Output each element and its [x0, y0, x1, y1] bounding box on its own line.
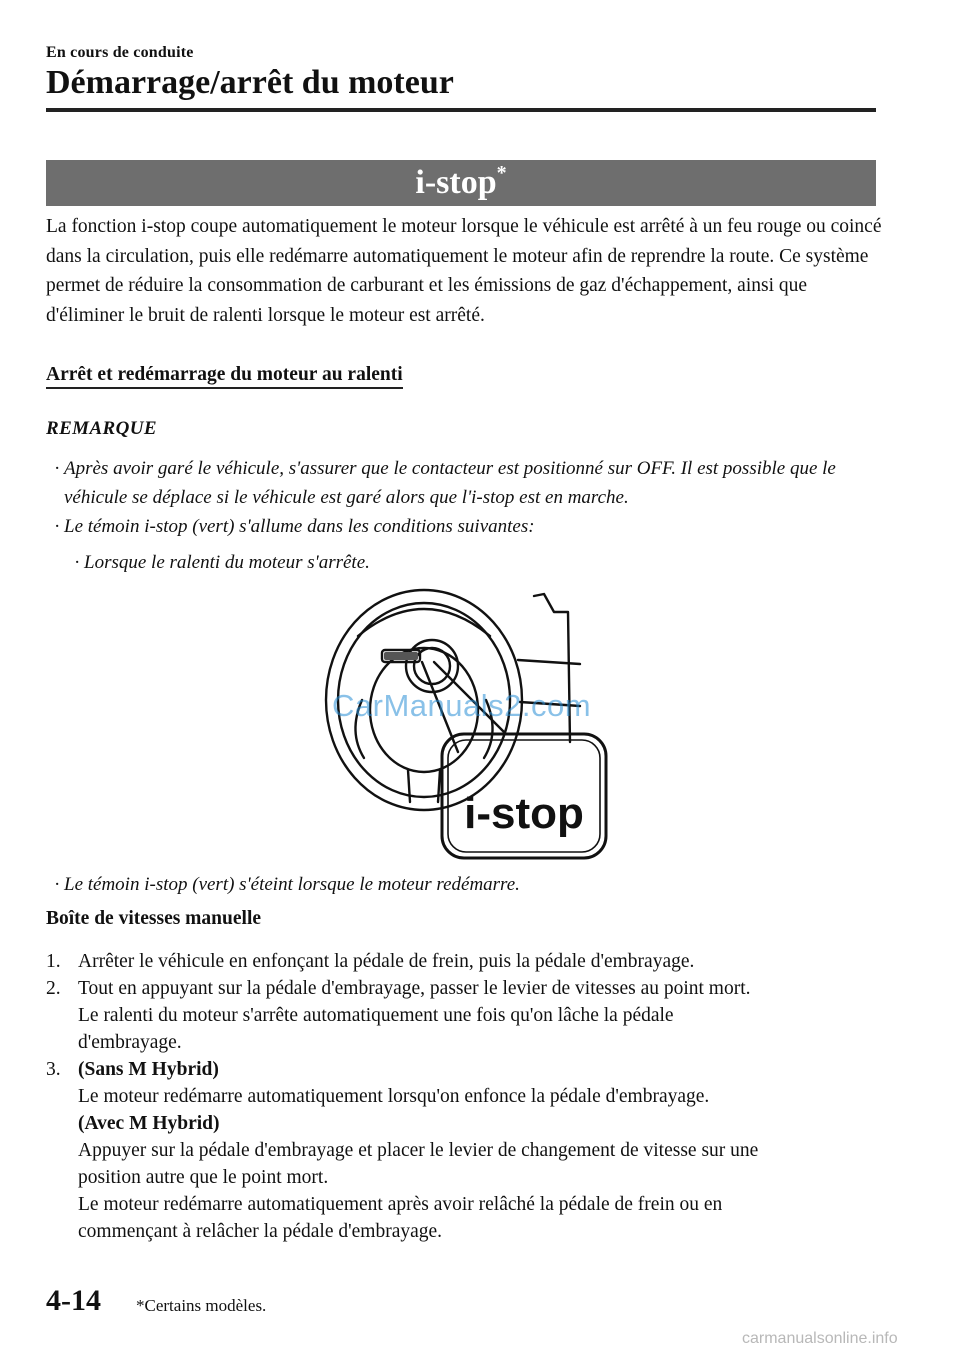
intro-paragraph: La fonction i-stop coupe automatiquement le moteur lorsque le véhicule est arrêté à un feu rouge ou coincé dans la circulation, puis elle redémarre automatiquement le moteur afin de reprendre la route. Ce système permet de réduire la consommation de carburant et les émissions de gaz d'échappement, ainsi que d'éliminer le bruit de ralenti lorsque le moteur est arrêté.	[46, 216, 882, 326]
istop-indicator-label: i-stop	[464, 789, 584, 838]
chapter-label: En cours de conduite	[46, 44, 194, 61]
note-item	[54, 454, 880, 512]
site-watermark: carmanualsonline.info	[742, 1330, 898, 1347]
bullet-icon: ·	[54, 874, 61, 895]
note-item	[54, 512, 880, 541]
title-rule	[46, 108, 876, 112]
page-number: 4-14	[46, 1284, 101, 1317]
step-text: position autre que le point mort.	[78, 1167, 329, 1188]
step-text: Arrêter le véhicule en enfonçant la pédale de frein, puis la pédale d'embrayage.	[78, 951, 695, 972]
step-item	[46, 975, 886, 1056]
section-title: i-stop	[415, 164, 497, 201]
note-text: Le témoin i-stop (vert) s'allume dans les conditions suivantes:	[64, 516, 535, 537]
step-item	[46, 1056, 886, 1245]
step-text: Le moteur redémarre automatiquement après avoir relâché la pédale de frein ou en	[78, 1194, 723, 1215]
note-subitem	[74, 548, 864, 577]
step-text: commençant à relâcher la pédale d'embrayage.	[78, 1221, 443, 1242]
bullet-icon: ·	[74, 552, 81, 573]
note-item	[54, 870, 880, 899]
manual-transmission-heading: Boîte de vitesses manuelle	[46, 908, 262, 929]
bullet-icon: ·	[54, 516, 61, 537]
step-number: 1.	[46, 951, 61, 972]
step-text: Tout en appuyant sur la pédale d'embrayage, passer le levier de vitesses au point mort.	[78, 978, 751, 999]
section-band	[46, 160, 876, 206]
step-item	[46, 948, 886, 975]
step-text: Appuyer sur la pédale d'embrayage et placer le levier de changement de vitesse sur une	[78, 1140, 759, 1161]
watermark: CarManuals2.com	[332, 688, 592, 723]
step-condition: (Sans M Hybrid)	[78, 1059, 219, 1080]
step-number: 2.	[46, 978, 61, 999]
step-number: 3.	[46, 1059, 61, 1080]
footnote: *Certains modèles.	[136, 1296, 267, 1315]
note-text: Après avoir garé le véhicule, s'assurer que le contacteur est positionné sur OFF. Il est possible que le véhicule se déplace si le véhicule est garé alors que l'i-stop est en marche.	[64, 458, 836, 508]
step-text: d'embrayage.	[78, 1032, 182, 1053]
steps-list	[46, 948, 886, 1245]
step-condition: (Avec M Hybrid)	[78, 1113, 220, 1134]
subheading: Arrêt et redémarrage du moteur au ralenti	[46, 364, 403, 389]
note-text: Le témoin i-stop (vert) s'éteint lorsque le moteur redémarre.	[64, 874, 520, 895]
section-marker: *	[496, 162, 507, 184]
step-text: Le ralenti du moteur s'arrête automatiquement une fois qu'on lâche la pédale	[78, 1005, 674, 1026]
step-text: Le moteur redémarre automatiquement lorsqu'on enfonce la pédale d'embrayage.	[78, 1086, 710, 1107]
page-title: Démarrage/arrêt du moteur	[46, 64, 454, 101]
note-text: Lorsque le ralenti du moteur s'arrête.	[84, 552, 370, 573]
bullet-icon: ·	[54, 458, 61, 479]
note-heading: REMARQUE	[46, 418, 157, 439]
